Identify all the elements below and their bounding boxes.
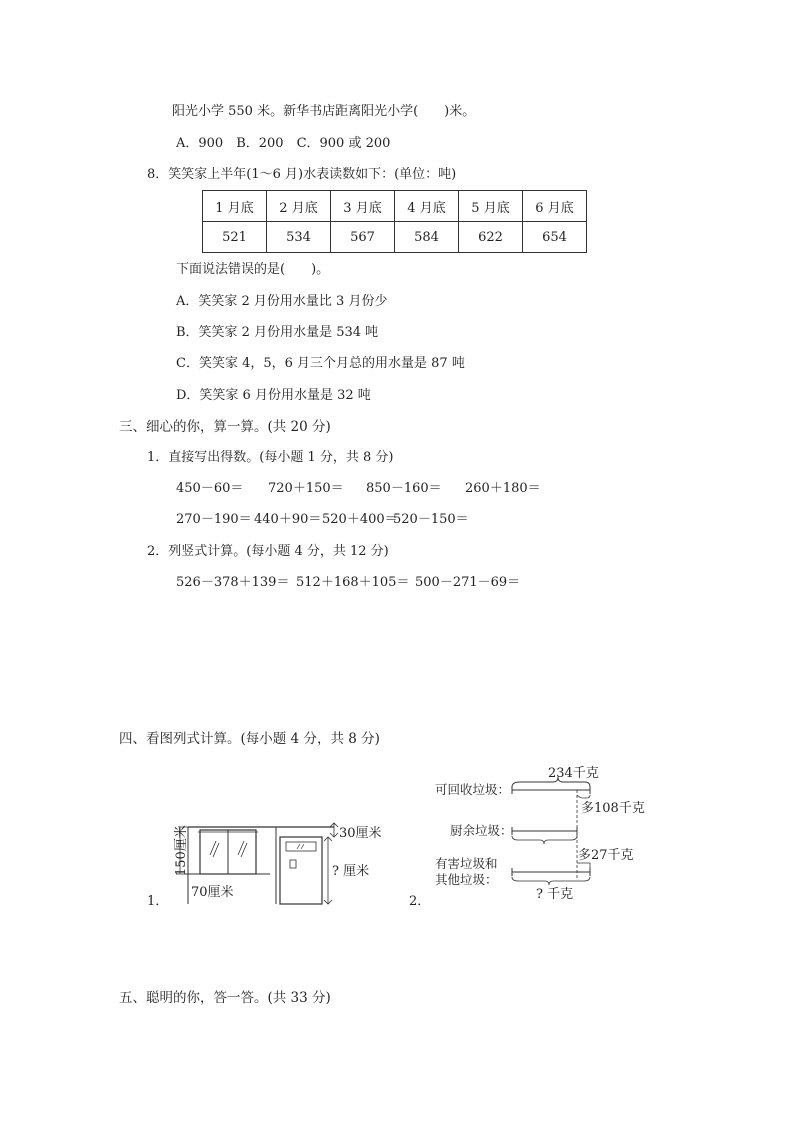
table-row — [203, 222, 587, 253]
calc-item: 520－150＝ — [393, 512, 469, 527]
door-height-unknown-label: ? 厘米 — [332, 864, 370, 879]
table-header-cell: 6 月底 — [523, 191, 587, 222]
table-cell: 521 — [203, 222, 267, 253]
total-234-label: 234千克 — [548, 766, 599, 781]
table-cell: 622 — [459, 222, 523, 253]
wall-diagram — [160, 815, 400, 915]
table-header-cell: 1 月底 — [203, 191, 267, 222]
height-150-label: 150厘米 — [174, 825, 189, 876]
table-header-row — [203, 191, 587, 222]
q8-stem: 8．笑笑家上半年(1～6 月)水表读数如下：(单位：吨) — [147, 167, 457, 182]
table-cell: 584 — [395, 222, 459, 253]
section3-q1-title: 1．直接写出得数。(每小题 1 分，共 8 分) — [147, 450, 394, 465]
table-header-cell: 3 月底 — [331, 191, 395, 222]
hazardous-label-line2: 其他垃圾： — [435, 872, 498, 887]
table-cell: 654 — [523, 222, 587, 253]
calc-item: 512＋168＋105＝ — [296, 575, 410, 590]
q7-text: 阳光小学 550 米。新华书店距离阳光小学( )米。 — [172, 104, 476, 119]
calc-item: 260＋180＝ — [465, 481, 541, 496]
calc-item: 270－190＝ — [176, 512, 252, 527]
more-108-label: 多108千克 — [581, 801, 645, 816]
q8-option-a: A．笑笑家 2 月份用水量比 3 月份少 — [176, 294, 388, 309]
calc-item: 520＋400＝ — [322, 512, 398, 527]
q8-option-c: C．笑笑家 4，5，6 月三个月总的用水量是 87 吨 — [176, 356, 465, 371]
garbage-segment-diagram — [430, 760, 660, 910]
table-header-cell: 4 月底 — [395, 191, 459, 222]
calc-item: 526－378＋139＝ — [176, 575, 290, 590]
table-cell: 534 — [267, 222, 331, 253]
q8-question: 下面说法错误的是( )。 — [176, 262, 330, 277]
calc-item: 500－271－69＝ — [415, 575, 521, 590]
calc-item: 720＋150＝ — [268, 481, 344, 496]
fig1-number: 1． — [147, 894, 169, 909]
section3-q2-title: 2．列竖式计算。(每小题 4 分，共 12 分) — [147, 544, 389, 559]
q7-options: A．900 B．200 C．900 或 200 — [176, 136, 391, 151]
calc-item: 450－60＝ — [176, 481, 244, 496]
section5-title: 五、聪明的你，答一答。(共 33 分) — [119, 990, 331, 1006]
water-meter-table — [202, 190, 587, 253]
unknown-kg-label: ? 千克 — [536, 887, 574, 902]
table-cell: 567 — [331, 222, 395, 253]
calc-item: 850－160＝ — [366, 481, 442, 496]
more-27-label: 多27千克 — [578, 848, 634, 863]
table-header-cell: 5 月底 — [459, 191, 523, 222]
width-70-label: 70厘米 — [191, 885, 234, 900]
calc-item: 440＋90＝ — [254, 512, 322, 527]
section4-title: 四、看图列式计算。(每小题 4 分，共 8 分) — [119, 731, 380, 747]
table-header-cell: 2 月底 — [267, 191, 331, 222]
kitchen-label: 厨余垃圾： — [450, 823, 513, 838]
q8-option-b: B．笑笑家 2 月份用水量是 534 吨 — [176, 325, 379, 340]
recyclable-label: 可回收垃圾： — [435, 782, 511, 797]
hazardous-label-line1: 有害垃圾和 — [435, 856, 498, 871]
top-30-label: 30厘米 — [339, 826, 382, 841]
q8-option-d: D．笑笑家 6 月份用水量是 32 吨 — [176, 388, 371, 403]
section3-title: 三、细心的你，算一算。(共 20 分) — [119, 419, 331, 435]
fig2-number: 2． — [409, 894, 431, 909]
